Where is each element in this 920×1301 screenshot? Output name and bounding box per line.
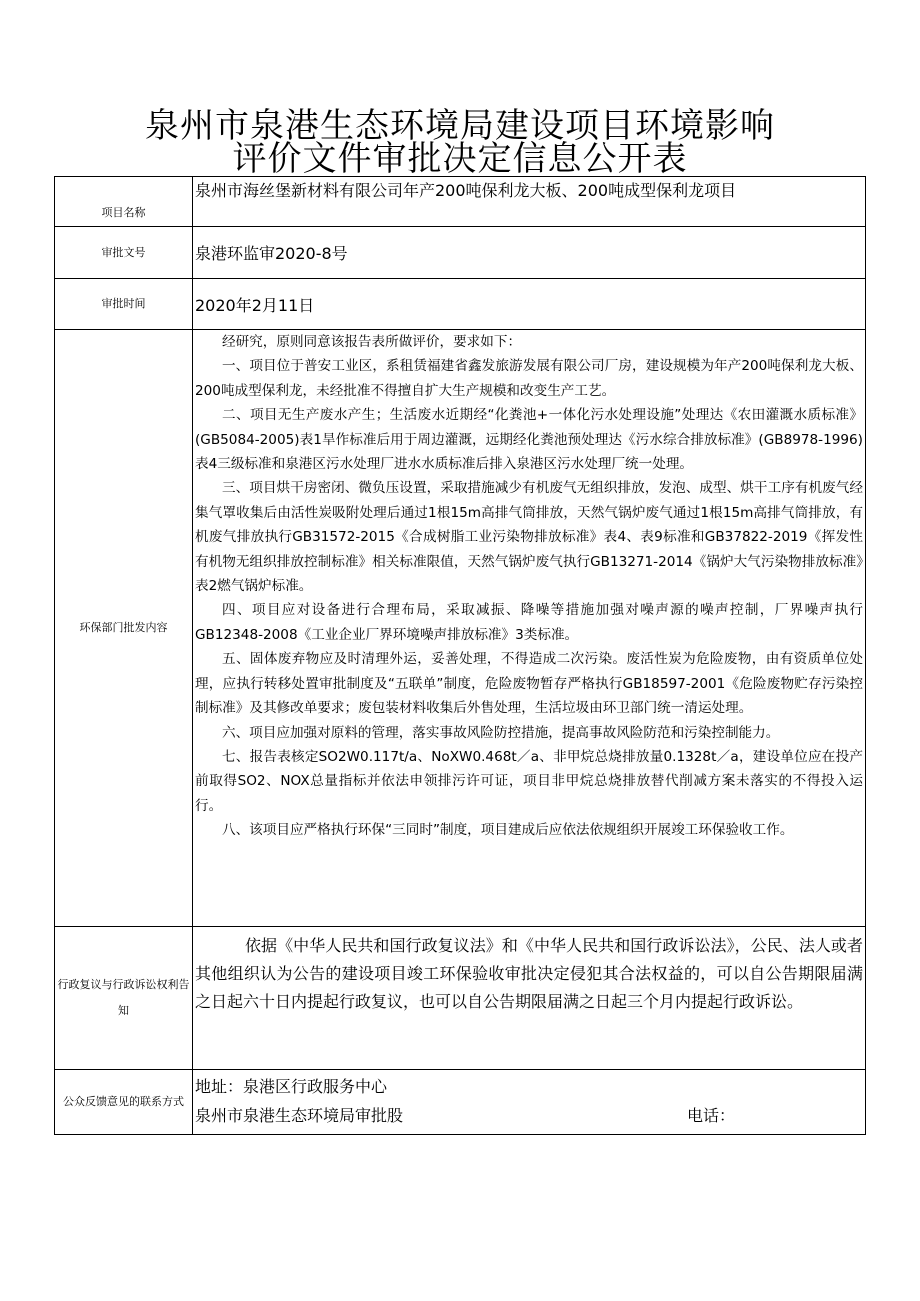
content-paragraph: 六、项目应加强对原料的管理，落实事故风险防控措施，提高事故风险防范和污染控制能力。 — [222, 724, 780, 741]
contact-department: 泉州市泉港生态环境局审批股 — [195, 1106, 404, 1125]
content-paragraph: 八、该项目应严格执行环保“三同时”制度，项目建成后应依法依规组织开展竣工环保验收工作。 — [222, 822, 794, 839]
table-row-approval-date — [55, 279, 866, 330]
disclosure-table — [54, 176, 866, 1135]
feedback-contact-body — [193, 1070, 866, 1135]
content-paragraph: 五、固体废弃物应及时清理外运，妥善处理，不得造成二次污染。废活性炭为危险废物，由有资质单位处理，应执行转移处置审批制度及“五联单”制度，危险废物暂存严格执行GB18597-2001《危险废物贮存污染控制标准》及其修改单要求；废包装材料收集后外售处理，生活垃圾由环卫部门统一清运处理。 — [195, 651, 863, 717]
page-title-line-2: 评价文件审批决定信息公开表 — [232, 139, 688, 179]
project-name-label: 项目名称 — [55, 177, 193, 227]
page-title-line-1: 泉州市泉港生态环境局建设项目环境影响 — [145, 106, 775, 146]
feedback-contact-label: 公众反馈意见的联系方式 — [55, 1070, 193, 1135]
table-row-rights-notice — [55, 927, 866, 1070]
table-row-project-name — [55, 177, 866, 227]
table-row-approval-content — [55, 330, 866, 927]
approval-date-value: 2020年2月11日 — [193, 279, 866, 330]
contact-line — [195, 1101, 863, 1130]
table-row-approval-number — [55, 227, 866, 279]
approval-number-value: 泉港环监审2020-8号 — [193, 227, 866, 279]
contact-phone-label: 电话： — [687, 1106, 736, 1125]
content-paragraph: 经研究，原则同意该报告表所做评价，要求如下： — [222, 334, 522, 350]
project-name-value: 泉州市海丝堡新材料有限公司年产200吨保利龙大板、200吨成型保利龙项目 — [193, 177, 866, 227]
content-paragraph: 二、项目无生产废水产生；生活废水近期经“化粪池+一体化污水处理设施”处理达《农田灌溉水质标准》(GB5084-2005)表1旱作标准后用于周边灌溉，远期经化粪池预处理达《污水综合排放标准》(GB8978-1996)表4三级标准和泉港区污水处理厂进水水质标准后排入泉港区污水处理厂统一处理。 — [195, 407, 863, 473]
approval-content-label: 环保部门批发内容 — [55, 330, 193, 927]
rights-notice-body — [193, 927, 866, 1070]
approval-number-label: 审批文号 — [55, 227, 193, 279]
table-row-feedback-contact — [55, 1070, 866, 1135]
content-paragraph: 七、报告表核定SO2W0.117t/a、NoXW0.468t／a、非甲烷总烧排放量0.1328t／a，建设单位应在投产前取得SO2、NOX总量指标并依法申领排污许可证，项目非甲烷总烧排放替代削减方案未落实的不得投入运行。 — [195, 748, 863, 814]
content-paragraph: 三、项目烘干房密闭、微负压设置，采取措施减少有机废气无组织排放，发泡、成型、烘干工序有机废气经集气罩收集后由活性炭吸附处理后通过1根15m高排气筒排放，天然气锅炉废气通过1根15m高排气筒排放，有机废气排放执行GB31572-2015《合成树脂工业污染物排放标准》表4、表9标准和GB37822-2019《挥发性有机物无组织排放控制标准》相关标准限值，天然气锅炉废气执行GB13271-2014《锅炉大气污染物排放标准》表2燃气锅炉标准。 — [195, 480, 863, 595]
content-paragraph: 四、项目应对设备进行合理布局，采取减振、降噪等措施加强对噪声源的噪声控制，厂界噪声执行GB12348-2008《工业企业厂界环境噪声排放标准》3类标准。 — [195, 602, 863, 643]
rights-notice-text: 依据《中华人民共和国行政复议法》和《中华人民共和国行政诉讼法》，公民、法人或者其他组织认为公告的建设项目竣工环保验收审批决定侵犯其合法权益的，可以自公告期限届满之日起六十日内提起行政复议，也可以自公告期限届满之日起三个月内提起行政诉讼。 — [195, 936, 863, 1011]
contact-address: 地址：泉港区行政服务中心 — [195, 1077, 388, 1096]
approval-date-label: 审批时间 — [55, 279, 193, 330]
rights-notice-label: 行政复议与行政诉讼权利告知 — [55, 927, 193, 1070]
approval-content-body — [193, 330, 866, 927]
content-paragraph: 一、项目位于普安工业区，系租赁福建省鑫发旅游发展有限公司厂房，建设规模为年产200吨保利龙大板、200吨成型保利龙，未经批准不得擅自扩大生产规模和改变生产工艺。 — [195, 358, 863, 399]
